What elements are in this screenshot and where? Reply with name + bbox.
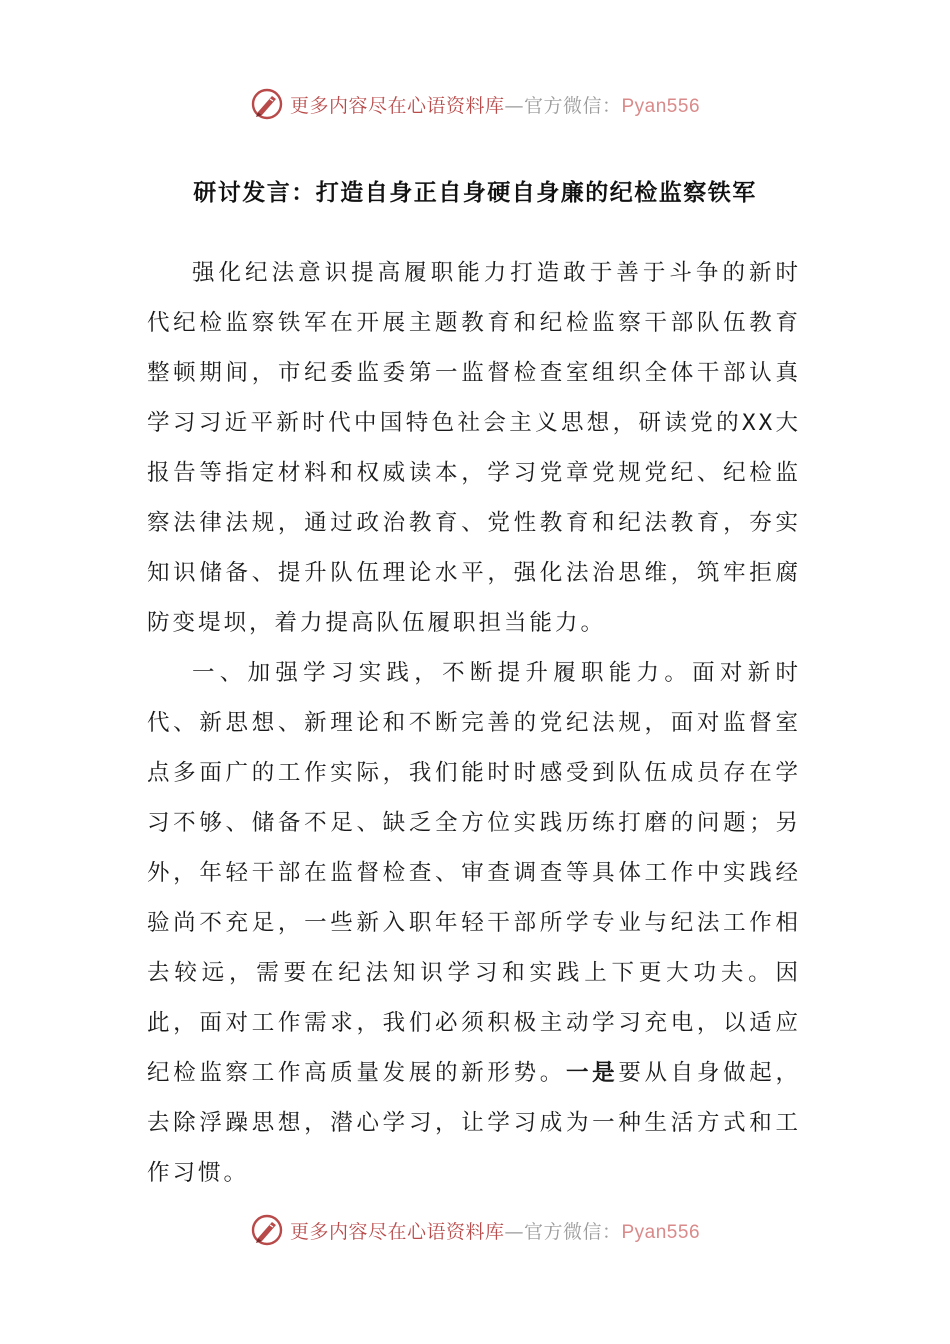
footer-separator: —: [504, 1220, 524, 1243]
footer-contact-label: 官方微信：: [523, 1220, 622, 1243]
footer-wechat-id: Pyan556: [621, 1221, 701, 1243]
paragraph-section-one-text: 一、加强学习实践，不断提升履职能力。面对新时代、新思想、新理论和不断完善的党纪法规，面对监督室点多面广的工作实际，我们能时时感受到队伍成员存在学习不够、储备不足、缺乏全方位实践历练打磨的问题；另外，年轻干部在监督检查、审查调查等具体工作中实践经验尚不充足，一些新入职年轻干部所学专业与纪法工作相去较远，需要在纪法知识学习和实践上下更大功夫。因此，面对工作需求，我们必须积极主动学习充电，以适应纪检监察工作高质量发展的新形势。: [147, 660, 801, 1086]
footer-brand: 更多内容尽在心语资料库: [289, 1220, 505, 1243]
header-wechat-id: Pyan556: [621, 95, 701, 117]
document-title: 研讨发言：打造自身正自身硬自身廉的纪检监察铁军: [193, 179, 757, 206]
header-banner: [0, 84, 950, 124]
paragraph-section-one: [147, 648, 801, 1198]
header-contact-label: 官方微信：: [523, 94, 622, 117]
header-brand: 更多内容尽在心语资料库: [289, 94, 505, 117]
paragraph-intro: 强化纪法意识提高履职能力打造敢于善于斗争的新时代纪检监察铁军在开展主题教育和纪检监察干部队伍教育整顿期间，市纪委监委第一监督检查室组织全体干部认真学习习近平新时代中国特色社会主义思想，研读党的XX大报告等指定材料和权威读本，学习党章党规党纪、纪检监察法律法规，通过政治教育、党性教育和纪法教育，夯实知识储备、提升队伍理论水平，强化法治思维，筑牢拒腐防变堤坝，着力提高队伍履职担当能力。: [147, 260, 801, 636]
footer-banner: [0, 1210, 950, 1250]
pen-logo-icon: [250, 87, 284, 121]
paragraph-section-one-tail: 要从自身做起，去除浮躁思想，潜心学习，让学习成为一种生活方式和工作习惯。: [147, 1060, 801, 1186]
paragraph-emphasis: 一是: [565, 1060, 619, 1086]
header-banner-text: [290, 91, 700, 118]
document-body: [147, 248, 801, 1198]
footer-banner-text: [290, 1217, 700, 1244]
pen-logo-icon: [250, 1213, 284, 1247]
header-separator: —: [504, 94, 524, 117]
